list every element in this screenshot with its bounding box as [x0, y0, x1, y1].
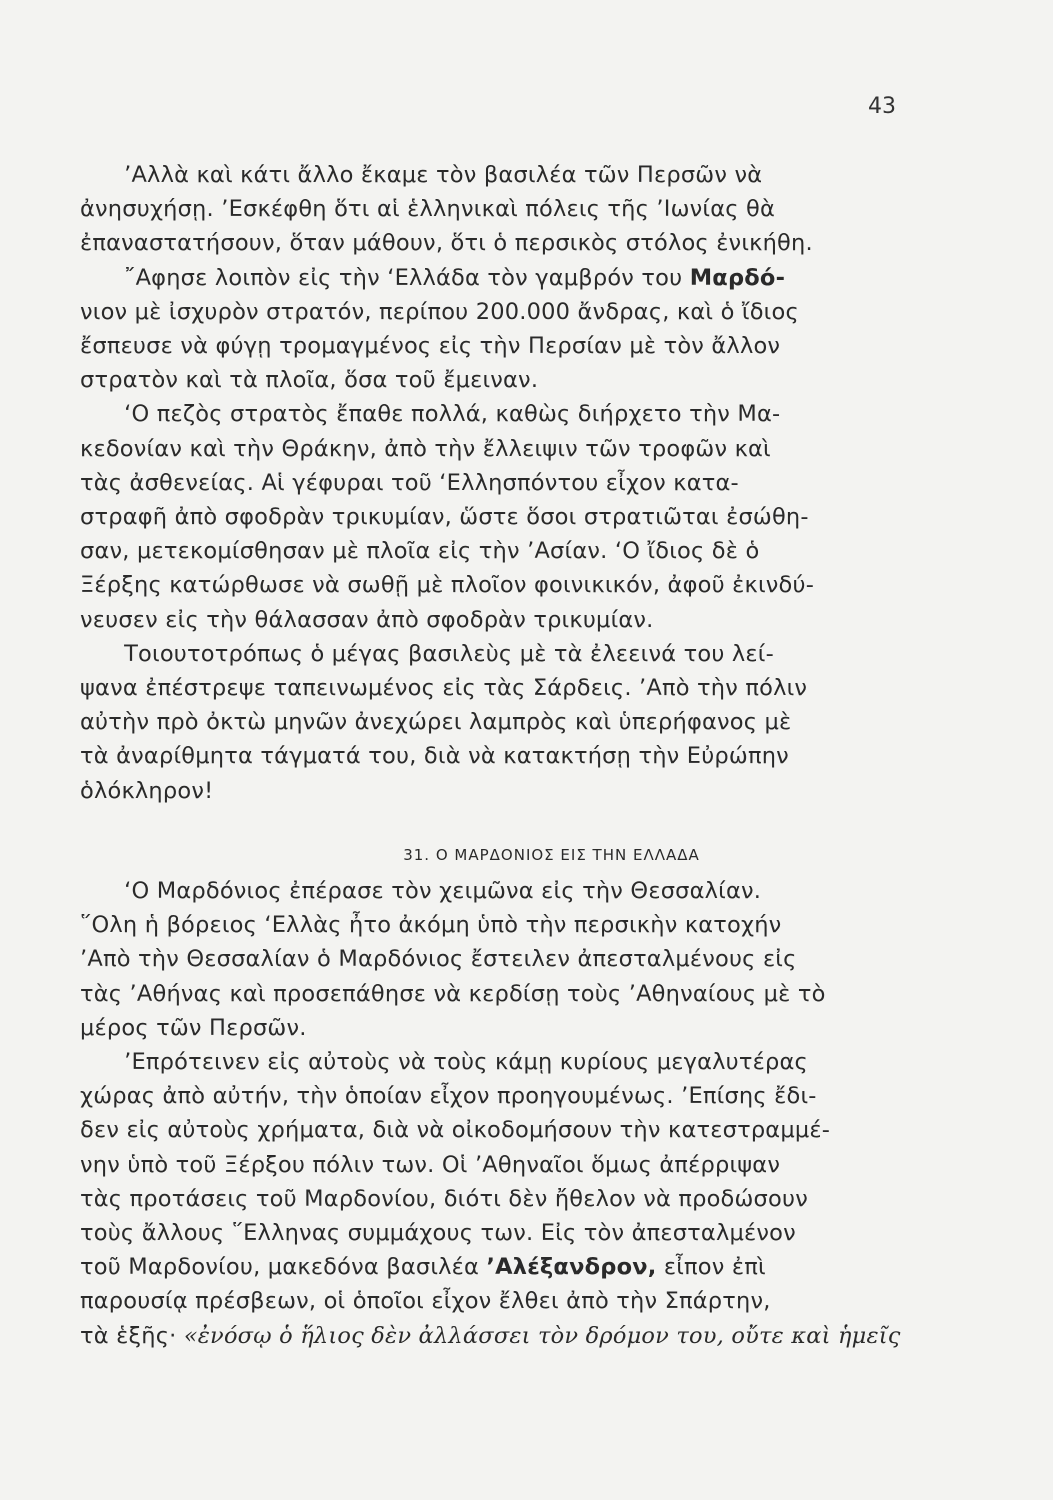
text-line: δεν εἰς αὐτοὺς χρήματα, διὰ νὰ οἰκοδομήσουν τὴν κατεστραμμέ- [80, 1117, 831, 1144]
text-line: στρατὸν καὶ τὰ πλοῖα, ὅσα τοῦ ἔμειναν. [80, 367, 539, 394]
text-line: τὰς ἀσθενείας. Αἱ γέφυραι τοῦ ‘Ελλησπόντου εἶχον κατα- [80, 469, 739, 496]
text-line-with-bold [80, 1250, 910, 1284]
text-line: ’Απὸ τὴν Θεσσαλίαν ὁ Μαρδόνιος ἔστειλεν ἀπεσταλμένους εἰς [80, 946, 797, 973]
text-fragment: τοῦ Μαρδονίου, μακεδόνα βασιλέα [80, 1254, 480, 1281]
text-line: χώρας ἀπὸ αὐτήν, τὴν ὁποίαν εἶχον προηγουμένως. ’Επίσης ἔδι- [80, 1083, 817, 1110]
text-fragment: τὰ ἑξῆς· [80, 1322, 177, 1349]
text-line: ψανα ἐπέστρεψε ταπεινωμένος εἰς τὰς Σάρδεις. ’Απὸ τὴν πόλιν [80, 675, 808, 702]
text-line: νην ὑπὸ τοῦ Ξέρξου πόλιν των. Οἱ ’Αθηναῖοι ὅμως ἀπέρριψαν [80, 1151, 781, 1178]
text-line: ’Αλλὰ καὶ κάτι ἄλλο ἔκαμε τὸν βασιλέα τῶν Περσῶν νὰ [80, 162, 763, 188]
text-line: σαν, μετεκομίσθησαν μὲ πλοῖα εἰς τὴν ’Ασίαν. ‘Ο ἴδιος δὲ ὁ [80, 538, 760, 565]
text-line: τὰς προτάσεις τοῦ Μαρδονίου, διότι δὲν ἤθελον νὰ προδώσουν [80, 1185, 808, 1212]
bold-word: ’Αλέξανδρον, [486, 1254, 657, 1281]
text-line: κεδονίαν καὶ τὴν Θράκην, ἀπὸ τὴν ἔλλειψιν τῶν τροφῶν καὶ [80, 435, 771, 462]
text-line: ’Επρότεινεν εἰς αὐτοὺς νὰ τοὺς κάμῃ κυρίους μεγαλυτέρας [80, 1049, 808, 1076]
text-line: ῞Ολη ἡ βόρειος ‘Ελλὰς ἦτο ἀκόμη ὑπὸ τὴν περσικὴν κατοχήν [80, 912, 782, 939]
section-heading: 31. Ο ΜΑΡΔΟΝΙΟΣ ΕΙΣ ΤΗΝ ΕΛΛΑΔΑ [403, 846, 700, 864]
text-block-1 [80, 158, 910, 808]
text-line: τὰς ’Αθήνας καὶ προσεπάθησε νὰ κερδίσῃ τοὺς ’Αθηναίους μὲ τὸ [80, 980, 826, 1007]
text-line: νιον μὲ ἰσχυρὸν στρατόν, περίπου 200.000 ἄνδρας, καὶ ὁ ἴδιος [80, 298, 799, 325]
text-line: ἐπαναστατήσουν, ὅταν μάθουν, ὅτι ὁ περσικὸς στόλος ἐνικήθη. [80, 230, 813, 257]
text-line: ἀνησυχήσῃ. ’Εσκέφθη ὅτι αἱ ἑλληνικαὶ πόλεις τῆς ’Ιωνίας θὰ [80, 196, 775, 223]
text-fragment: ῎Αφησε λοιπὸν εἰς τὴν ‘Ελλάδα τὸν γαμβρόν του [80, 264, 683, 291]
text-line: Τοιουτοτρόπως ὁ μέγας βασιλεὺς μὲ τὰ ἐλεεινά του λεί- [80, 640, 774, 667]
page-number: 43 [868, 94, 896, 119]
text-line: ‘Ο Μαρδόνιος ἐπέρασε τὸν χειμῶνα εἰς τὴν Θεσσαλίαν. [80, 878, 762, 904]
text-line: αὐτὴν πρὸ ὀκτὼ μηνῶν ἀνεχώρει λαμπρὸς καὶ ὑπερήφανος μὲ [80, 709, 792, 736]
text-line-with-quote [80, 1319, 910, 1353]
text-line: τὰ ἀναρίθμητα τάγματά του, διὰ νὰ κατακτήσῃ τὴν Εὐρώπην [80, 743, 789, 770]
text-fragment: εἶπον ἐπὶ [656, 1254, 766, 1281]
text-line: τοὺς ἄλλους ῞Ελληνας συμμάχους των. Εἰς τὸν ἀπεσταλμένον [80, 1220, 796, 1247]
text-line-with-bold [80, 261, 910, 295]
text-line: Ξέρξης κατώρθωσε νὰ σωθῇ μὲ πλοῖον φοινικικόν, ἀφοῦ ἐκινδύ- [80, 572, 815, 599]
text-line: στραφῆ ἀπὸ σφοδρὰν τρικυμίαν, ὥστε ὅσοι στρατιῶται ἐσώθη- [80, 504, 809, 531]
text-block-2 [80, 874, 910, 1353]
text-line: ὁλόκληρον! [80, 777, 214, 804]
quote-text: «ἐνόσῳ ὁ ἥλιος δὲν ἀλλάσσει τὸν δρόμον του, οὔτε καὶ ἡμεῖς [176, 1322, 901, 1349]
text-line: ἔσπευσε νὰ φύγῃ τρομαγμένος εἰς τὴν Περσίαν μὲ τὸν ἄλλον [80, 333, 781, 360]
text-line: μέρος τῶν Περσῶν. [80, 1014, 307, 1041]
text-line: νευσεν εἰς τὴν θάλασσαν ἀπὸ σφοδρὰν τρικυμίαν. [80, 606, 654, 633]
text-line: παρουσίᾳ πρέσβεων, οἱ ὁποῖοι εἶχον ἔλθει ἀπὸ τὴν Σπάρτην, [80, 1288, 771, 1315]
bold-word: Μαρδό- [689, 264, 786, 291]
text-line: ‘Ο πεζὸς στρατὸς ἔπαθε πολλά, καθὼς διήρχετο τὴν Μα- [80, 401, 781, 428]
